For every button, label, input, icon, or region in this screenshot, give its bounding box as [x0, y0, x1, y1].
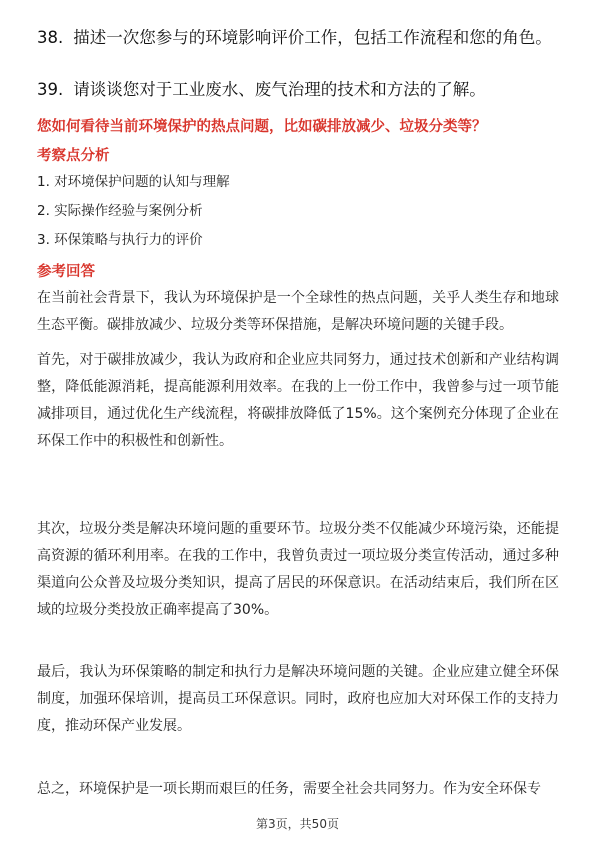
answer-paragraph: 最后，我认为环保策略的制定和执行力是解决环境问题的关键。企业应建立健全环保制度，加强环保培训，提高员工环保意识。同时，政府也应加大对环保工作的支持力度，推动环保产业发展。 [37, 664, 559, 734]
question-text: 描述一次您参与的环境影响评价工作，包括工作流程和您的角色。 [73, 28, 552, 47]
question-text: 请谈谈您对于工业废水、废气治理的技术和方法的了解。 [73, 80, 486, 99]
question-number: 39. [37, 80, 64, 99]
analysis-point: 1. 对环境保护问题的认知与理解 [37, 174, 230, 190]
question-number: 38. [37, 28, 64, 47]
answer-paragraph: 总之，环境保护是一项长期而艰巨的任务，需要全社会共同努力。作为安全环保专 [37, 781, 541, 797]
analysis-heading: 考察点分析 [37, 148, 110, 164]
highlight-question: 您如何看待当前环境保护的热点问题，比如碳排放减少、垃圾分类等？ [37, 119, 487, 135]
question-39 [37, 78, 562, 102]
analysis-point: 3. 环保策略与执行力的评价 [37, 232, 203, 248]
answer-heading: 参考回答 [37, 264, 95, 280]
analysis-point: 2. 实际操作经验与案例分析 [37, 203, 203, 219]
page-footer: 第3页，共50页 [256, 817, 339, 831]
answer-paragraph: 首先，对于碳排放减少，我认为政府和企业应共同努力，通过技术创新和产业结构调整，降低能源消耗，提高能源利用效率。在我的上一份工作中，我曾参与过一项节能减排项目，通过优化生产线流程，将碳排放降低了15%。这个案例充分体现了企业在环保工作中的积极性和创新性。 [37, 352, 559, 449]
answer-paragraph: 在当前社会背景下，我认为环境保护是一个全球性的热点问题，关乎人类生存和地球生态平衡。碳排放减少、垃圾分类等环保措施，是解决环境问题的关键手段。 [37, 290, 559, 333]
answer-paragraph: 其次，垃圾分类是解决环境问题的重要环节。垃圾分类不仅能减少环境污染，还能提高资源的循环利用率。在我的工作中，我曾负责过一项垃圾分类宣传活动，通过多种渠道向公众普及垃圾分类知识，提高了居民的环保意识。在活动结束后，我们所在区域的垃圾分类投放正确率提高了30%。 [37, 521, 559, 618]
question-38 [37, 26, 562, 50]
